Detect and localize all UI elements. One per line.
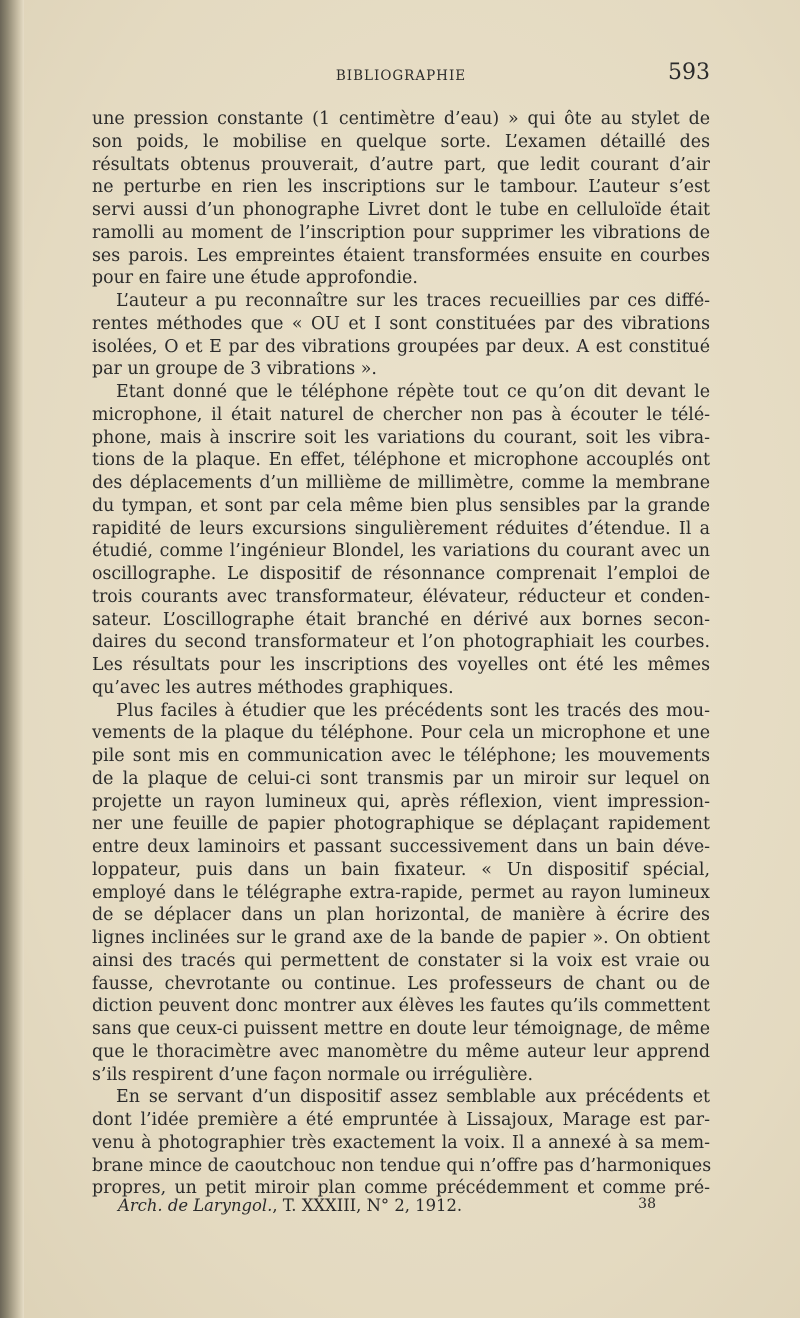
text-line: ne perturbe en rien les inscriptions sur le tambour. L’auteur s’est [92, 177, 710, 198]
text-line: vements de la plaque du téléphone. Pour cela un microphone et une [92, 723, 710, 744]
text-line: des déplacements d’un millième de millimètre, comme la membrane [92, 473, 710, 493]
text-line: propres, un petit miroir plan comme précédemment et comme pré- [92, 1178, 710, 1199]
text-line: dont l’idée première a été empruntée à Lissajoux, Marage est par- [92, 1110, 710, 1130]
text-line: oscillographe. Le dispositif de résonnance comprenait l’emploi de [92, 564, 710, 584]
text-line: ner une feuille de papier photographique se déplaçant rapidement [92, 814, 710, 835]
text-line: rapidité de leurs excursions singulièrement réduites d’étendue. Il a [92, 518, 710, 539]
text-line: que le thoracimètre avec manomètre du même auteur leur apprend [92, 1041, 710, 1062]
text-line: Etant donné que le téléphone répète tout ce qu’on dit devant le [116, 382, 710, 402]
text-line: diction peuvent donc montrer aux élèves les fautes qu’ils commettent [92, 996, 710, 1017]
text-line: étudié, comme l’ingénieur Blondel, les variations du courant avec un [92, 541, 710, 562]
page-header [92, 60, 710, 90]
text-line: entre deux laminoirs et passant successivement dans un bain déve- [92, 837, 710, 857]
text-line: Plus faciles à étudier que les précédents sont les tracés des mou- [116, 700, 710, 721]
text-line: résultats obtenus prouverait, d’autre part, que ledit courant d’air [92, 154, 710, 175]
text-line: pile sont mis en communication avec le téléphone; les mouvements [92, 746, 710, 766]
text-line: isolées, O et E par des vibrations groupées par deux. A est constitué [92, 336, 710, 357]
text-line: L’auteur a pu reconnaître sur les traces recueillies par ces diffé- [116, 291, 710, 311]
text-line: venu à photographier très exactement la voix. Il a annexé à sa mem- [92, 1132, 710, 1153]
text-line: sateur. L’oscillographe était branché en dérivé aux bornes secon- [92, 609, 710, 630]
text-line: lignes inclinées sur le grand axe de la bande de papier ». On obtient [92, 928, 710, 948]
text-line: Les résultats pour les inscriptions des voyelles ont été les mêmes [92, 655, 710, 675]
page-footer [118, 1196, 678, 1215]
signature-mark: 38 [638, 1196, 656, 1212]
text-line: pour en faire une étude approfondie. [92, 268, 418, 289]
book-gutter-shadow [0, 0, 24, 1318]
text-line: microphone, il était naturel de chercher non pas à écouter le télé- [92, 404, 710, 425]
text-line: ainsi des tracés qui permettent de constater si la voix est vraie ou [92, 950, 710, 971]
text-line: s’ils respirent d’une façon normale ou irrégulière. [92, 1064, 533, 1085]
text-line: daires du second transformateur et l’on photographiait les courbes. [92, 632, 710, 653]
body-text [92, 108, 710, 1200]
text-line: du tympan, et sont par cela même bien plus sensibles par la grande [92, 495, 710, 516]
text-line: rentes méthodes que « OU et I sont constituées par des vibrations [92, 313, 710, 334]
text-line: de se déplacer dans un plan horizontal, de manière à écrire des [92, 905, 710, 926]
journal-details: , T. XXXIII, N° 2, 1912. [272, 1196, 463, 1215]
text-line: par un groupe de 3 vibrations ». [92, 359, 377, 380]
text-line: servi aussi d’un phonographe Livret dont le tube en celluloïde était [92, 200, 710, 220]
text-line: une pression constante (1 centimètre d’eau) » qui ôte au stylet de [92, 109, 710, 129]
text-line: ses parois. Les empreintes étaient transformées ensuite en courbes [92, 245, 710, 266]
page-number: 593 [668, 60, 710, 85]
text-line: ramolli au moment de l’inscription pour supprimer les vibrations de [92, 222, 710, 243]
running-title: BIBLIOGRAPHIE [335, 68, 467, 84]
text-line: trois courants avec transformateur, élévateur, réducteur et conden- [92, 586, 710, 607]
text-line: brane mince de caoutchouc non tendue qui n’offre pas d’harmoniques [92, 1155, 712, 1176]
text-line: de la plaque de celui-ci sont transmis par un miroir sur lequel on [92, 768, 710, 789]
text-line: En se servant d’un dispositif assez semblable aux précédents et [116, 1087, 710, 1108]
text-line: tions de la plaque. En effet, téléphone et microphone accouplés ont [92, 450, 710, 471]
journal-title: Arch. de Laryngol. [118, 1196, 273, 1215]
text-line: son poids, le mobilise en quelque sorte. L’examen détaillé des [92, 131, 710, 152]
text-line: fausse, chevrotante ou continue. Les professeurs de chant ou de [92, 973, 710, 994]
text-line: employé dans le télégraphe extra-rapide, permet au rayon lumineux [92, 882, 710, 903]
text-line: loppateur, puis dans un bain fixateur. « Un dispositif spécial, [92, 859, 710, 880]
text-line: phone, mais à inscrire soit les variations du courant, soit les vibra- [92, 427, 710, 448]
text-line: qu’avec les autres méthodes graphiques. [92, 677, 454, 698]
text-line: sans que ceux-ci puissent mettre en doute leur témoignage, de même [92, 1019, 710, 1039]
text-line: projette un rayon lumineux qui, après réflexion, vient impression- [92, 791, 710, 812]
